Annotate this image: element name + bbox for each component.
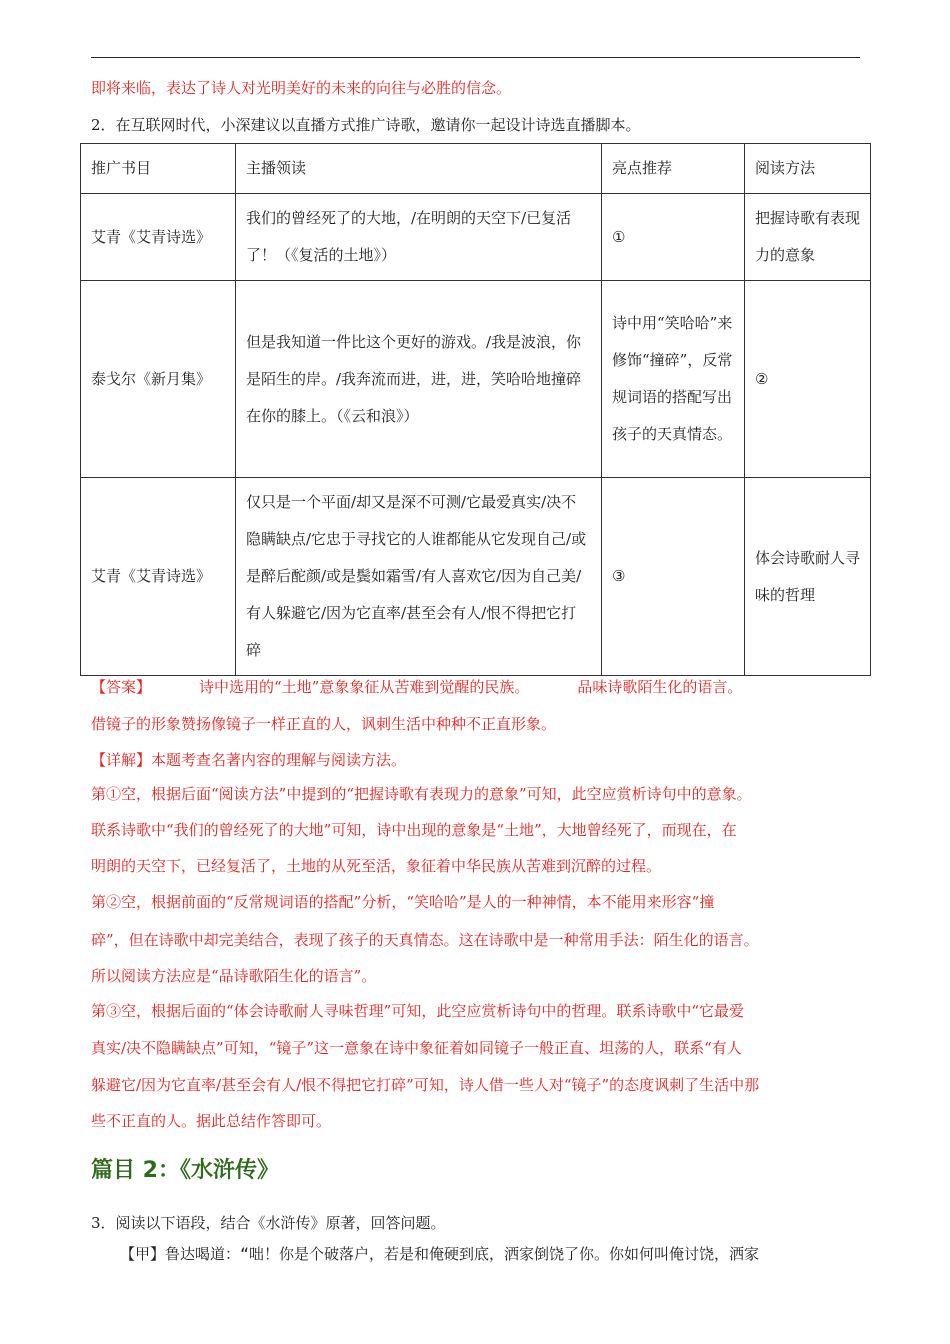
table-header-row [81,144,871,194]
header-book: 推广书目 [81,144,236,194]
detail-p2-line: 第②空，根据前面的“反常规词语的搭配”分析，“笑哈哈”是人的一种神情，本不能用来形容“撞 [91,893,715,911]
cell-book: 艾青《艾青诗选》 [81,194,236,281]
cell-highlight: ① [602,194,745,281]
answer-3: 借镜子的形象赞扬像镜子一样正直的人，讽刺生活中种种不正直形象。 [91,715,557,733]
cell-highlight: 诗中用“笑哈哈”来修饰“撞碎”，反常规词语的搭配写出孩子的天真情态。 [602,281,745,478]
excerpt-start: 【甲】鲁达喝道：“咄！你是个破落户，若是和俺硬到底，洒家倒饶了你。你如何叫俺讨饶，洒家 [120,1245,760,1263]
answer-2: 品味诗歌陌生化的语言。 [577,678,743,696]
cell-book: 艾青《艾青诗选》 [81,478,236,676]
promotion-table [80,143,871,676]
detail-intro: 【详解】本题考查名著内容的理解与阅读方法。 [91,751,407,769]
cell-method: 体会诗歌耐人寻味的哲理 [745,478,871,676]
cell-book: 泰戈尔《新月集》 [81,281,236,478]
top-rule [91,57,860,58]
cell-reading: 但是我知道一件比这个更好的游戏。/我是波浪，你是陌生的岸。/我奔流而进，进，进，笑哈哈地撞碎在你的膝上。（《云和浪》） [236,281,602,478]
detail-p2-line: 碎”，但在诗歌中却完美结合，表现了孩子的天真情态。这在诗歌中是一种常用手法：陌生化的语言。 [91,931,759,949]
header-reading: 主播领读 [236,144,602,194]
cell-highlight: ③ [602,478,745,676]
cell-reading: 仅只是一个平面/却又是深不可测/它最爱真实/决不隐瞒缺点/它忠于寻找它的人谁都能从它发现自己/或是醉后酡颜/或是鬓如霜雪/有人喜欢它/因为自己美/有人躲避它/因为它直率/甚至会有人/恨不得把它打碎 [236,478,602,676]
cell-reading: 我们的曾经死了的大地，/在明朗的天空下/已复活了！（《复活的土地》） [236,194,602,281]
section-heading: 篇目 2：《水浒传》 [91,1158,279,1183]
cell-method: 把握诗歌有表现力的意象 [745,194,871,281]
answer-line [91,677,742,697]
table-row [81,194,871,281]
answer-label: 【答案】 [91,678,152,696]
detail-p3-line: 躲避它/因为它直率/甚至会有人/恨不得把它打碎”可知，诗人借一些人对“镜子”的态度讽刺了生活中那 [91,1076,760,1094]
detail-p2-line: 所以阅读方法应是“品诗歌陌生化的语言”。 [91,967,377,985]
detail-p3-line: 些不正直的人。据此总结作答即可。 [91,1112,332,1130]
table-row [81,478,871,676]
header-highlight: 亮点推荐 [602,144,745,194]
detail-p3-line: 真实/决不隐瞒缺点”可知，“镜子”这一意象在诗中象征着如同镜子一般正直、坦荡的人，联系“有人 [91,1039,742,1057]
answer-1: 诗中选用的“土地”意象象征从苦难到觉醒的民族。 [199,678,530,696]
detail-p1-line: 联系诗歌中“我们的曾经死了的大地”可知，诗中出现的意象是“土地”，大地曾经死了，而现在，在 [91,821,737,839]
question-3: 3．阅读以下语段，结合《水浒传》原著，回答问题。 [91,1214,446,1232]
header-method: 阅读方法 [745,144,871,194]
question-2: 2．在互联网时代，小深建议以直播方式推广诗歌，邀请你一起设计诗选直播脚本。 [91,116,641,134]
intro-tail: 即将来临，表达了诗人对光明美好的未来的向往与必胜的信念。 [91,79,512,97]
detail-p1-line: 明朗的天空下，已经复活了，土地的从死至活，象征着中华民族从苦难到沉醉的过程。 [91,857,662,875]
table-row [81,281,871,478]
detail-p3-line: 第③空，根据后面的“体会诗歌耐人寻味哲理”可知，此空应赏析诗句中的哲理。联系诗歌中“它最爱 [91,1002,745,1020]
cell-method: ② [745,281,871,478]
detail-p1-line: 第①空，根据后面“阅读方法”中提到的“把握诗歌有表现力的意象”可知，此空应赏析诗句中的意象。 [91,785,752,803]
